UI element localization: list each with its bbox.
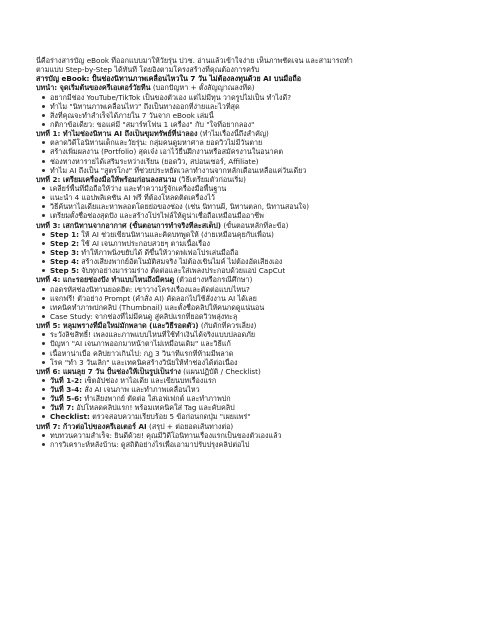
list-item-text: ทำไม AI ถึงเป็น "สูตรโกง" ที่ช่วยประหยัดเวลาทำงานจากหลักเดือนเหลือแค่วันเดียว <box>50 165 307 175</box>
chapter-heading <box>36 129 460 138</box>
chapter-heading-bold: บทนำ: จุดเริ่มต้นของครีเอเตอร์วัยทีน <box>36 83 151 93</box>
list-item <box>36 120 460 129</box>
chapter-heading-bold: บทที่ 4: แกะรอยช่องปัง ทำแบบไหนถึงมีคนดู <box>36 275 175 285</box>
chapter-heading-bold: บทที่ 2: เตรียมเครื่องมือให้พร้อมก่อนลงสนาม <box>36 174 177 184</box>
list-item <box>36 385 460 394</box>
list-item-text: ช่องทางหารายได้เสริมระหว่างเรียน (ยอดวิว, สปอนเซอร์, Affiliate) <box>50 156 259 166</box>
list-item <box>36 157 460 166</box>
list-item-label: Step 4: <box>50 257 80 267</box>
intro-paragraph-line: ตามแบบ Step-by-Step ได้ทันที โดยอิงตามโครงสร้างที่คุณต้องการครับ <box>36 65 260 75</box>
list-item <box>36 93 460 102</box>
list-item-text: เทคนิคทำภาพปกคลิป (Thumbnail) และตั้งชื่อคลิปให้คนกดดูแน่นอน <box>50 302 265 312</box>
list-item-text: การวิเคราะห์หลังบ้าน: ดูสถิติอย่างไรเพื่อเอามาปรับปรุงคลิปต่อไป <box>50 439 250 449</box>
list-item <box>36 285 460 294</box>
list-item-label: วันที่ 7: <box>50 403 75 413</box>
list-item-text: อัปโหลดคลิปแรก! พร้อมเทคนิคใส่ Tag และคับคลิป <box>74 403 235 413</box>
list-item <box>36 403 460 412</box>
list-item <box>36 312 460 321</box>
chapter-heading-note: (ตัวอย่างหรือกรณีศึกษา) <box>174 275 253 285</box>
list-item-text: สร้างเสียงพากย์อัตโนมัติสมจริง ไม่ต้องเขินไมค์ ไม่ต้องอัดเสียงเอง <box>79 257 283 267</box>
list-item <box>36 412 460 421</box>
list-item <box>36 166 460 175</box>
list-item-text: ใช้ AI เจนภาพประกอบสวยๆ ตามเนื้อเรื่อง <box>79 238 210 248</box>
list-item <box>36 211 460 220</box>
list-item-text: ระวังลิขสิทธิ์! เพลงและภาพแบบไหนที่ใช้ทำเงินได้จริงแบบปลอดภัย <box>50 330 256 340</box>
list-item <box>36 349 460 358</box>
list-item <box>36 102 460 111</box>
list-item-label: Step 3: <box>50 247 80 257</box>
list-item-text: เตรียมตั้งชื่อช่องสุดปัง และสร้างโปรไฟล์ให้ดูน่าเชื่อถือเหมือนมืออาชีพ <box>50 211 264 221</box>
list-item-text: ทบทวนความสำเร็จ: ยินดีด้วย! คุณมีวิดีโอนิทานเรื่องแรกเป็นของตัวเองแล้ว <box>50 430 282 440</box>
list-item <box>36 440 460 449</box>
list-item <box>36 239 460 248</box>
list-item <box>36 330 460 339</box>
list-item-text: ทำเสียงพากย์ ตัดต่อ ใส่เอฟเฟกต์ และทำภาพปก <box>82 394 231 404</box>
list-item-text: โรค "ทำ 3 วันเลิก" และเทคนิคสร้างวินัยให้ทำช่องได้ต่อเนื่อง <box>50 357 238 367</box>
list-item <box>36 111 460 120</box>
list-item-text: ถอดรหัสช่องนิทานยอดฮิต: เขาวางโครงเรื่องและตัดต่อแบบไหน? <box>50 284 250 294</box>
chapter-heading-note: (สรุป + ต่อยอดเส้นทางต่อ) <box>146 421 234 431</box>
list-item <box>36 394 460 403</box>
list-item <box>36 266 460 275</box>
list-item <box>36 339 460 348</box>
chapter-heading-bold: บทที่ 6: แผนลุย 7 วัน ปั้นช่องให้เป็นรูปเป็นร่าง <box>36 366 181 376</box>
list-item-text: สร้างเพิ่มผลงาน (Portfolio) สุดเจ๋ง เอาไว้ยื่นฝึกงานหรือสมัครงานในอนาคต <box>50 147 284 157</box>
chapter-heading-note: (ขั้นตอนหลักที่ละข้อ) <box>221 220 289 230</box>
chapter-heading-note: (กับดักที่ควรเลี่ยง) <box>198 321 257 331</box>
list-item-text: ตรวจสอบความเรียบร้อย 5 ข้อก่อนกดปุ่ม "เผยแพร่" <box>89 412 251 422</box>
chapter-heading-bold: บทที่ 5: หลุมพรางที่มือใหม่มักพลาด (และวิธีรอดตัว) <box>36 321 199 331</box>
list-item <box>36 257 460 266</box>
list-item <box>36 147 460 156</box>
list-item-label: Checklist: <box>50 412 90 422</box>
list-item <box>36 431 460 440</box>
list-item-label: วันที่ 3-4: <box>50 385 83 395</box>
list-item-label: Step 1: <box>50 229 80 239</box>
chapter-heading <box>36 83 460 92</box>
chapter-heading <box>36 422 460 431</box>
chapter-heading-note: (แผนปฏิบัติ / Checklist) <box>180 366 261 376</box>
list-item-text: สั่ง AI เจนภาพ และทำภาพเคลื่อนไหว <box>82 385 200 395</box>
list-item <box>36 303 460 312</box>
list-item-text: แจกฟรี! ตัวอย่าง Prompt (คำสั่ง AI) คัดลอกไปใช้สั่งงาน AI ได้เลย <box>50 293 257 303</box>
list-item-label: Step 5: <box>50 266 80 276</box>
list-item <box>36 294 460 303</box>
list-item-label: วันที่ 1-2: <box>50 375 83 385</box>
list-item-text: เคลียร์พื้นที่มือถือให้ว่าง และทำความรู้จักเครื่องมือพื้นฐาน <box>50 183 227 193</box>
list-item-text: กติกาข้อเดียว: ขอแค่มี "สมาร์ทโฟน 1 เครื่อง" กับ "ใจที่อยากลอง" <box>50 119 255 129</box>
list-item-text: จับทุกอย่างมารวมร่าง ตัดต่อและใส่เพลงประกอบด้วยแอป CapCut <box>79 266 286 276</box>
list-item-text: สิ่งที่คุณจะทำสำเร็จได้ภายใน 7 วันจาก eBook เล่มนี้ <box>50 110 214 120</box>
list-item-text: ปัญหา "AI เจนภาพออกมาหน้าตาไม่เหมือนเดิม" และวิธีแก้ <box>50 339 231 349</box>
list-item-label: Step 2: <box>50 238 80 248</box>
chapter-heading-bold: บทที่ 1: ทำไมช่องนิทาน AI ถึงเป็นขุมทรัพย์ที่น่าลอง <box>36 129 198 139</box>
list-item <box>36 184 460 193</box>
list-item <box>36 138 460 147</box>
chapter-heading-bold: บทที่ 3: เสกนิทานจากอากาศ (ขั้นตอนการทำจริงทีละสเต็ป) <box>36 220 222 230</box>
list-item-text: ทำให้ภาพนิ่งขยับได้ ดีขึ้นให้วาดฟเฟอโปรเล่นมือถือ <box>79 247 239 257</box>
chapter-heading <box>36 175 460 184</box>
chapter-heading-note: (บอกปัญหา + ตั้งสัญญาณลงทีด) <box>150 83 255 93</box>
list-item <box>36 230 460 239</box>
chapter-heading-bold: บทที่ 7: ก้าวต่อไปของครีเอเตอร์ AI <box>36 421 147 431</box>
document-title: สารบัญ eBook: ปั้นช่องนิทานภาพเคลื่อนไหวใน 7 วัน ไม่ต้องลงทุนด้วย AI บนมือถือ <box>36 74 302 84</box>
list-item-text: อยากมีช่อง YouTube/TikTok เป็นของตัวเอง แต่ไม่มีทุน วาดรูปไม่เป็น ทำไงดี? <box>50 92 292 102</box>
list-item-text: ตลาดวิดีโอนิทานเด็กและวัยรุ่น: กลุ่มคนดูมหาศาล ยอดวิวไม่มีวันตาย <box>50 138 263 148</box>
chapter-heading <box>36 221 460 230</box>
chapter-heading <box>36 367 460 376</box>
intro-paragraph-line: นี่คือร่างสารบัญ eBook ที่ออกแบบมาให้วัยรุ่น ปวช. อ่านแล้วเข้าใจง่าย เห็นภาพชัดเจน และสามารถทำ <box>36 56 353 65</box>
list-item-label: วันที่ 5-6: <box>50 394 83 404</box>
chapter-heading-note: (ทำไมเรื่องนี้ถึงสำคัญ) <box>197 129 269 139</box>
list-item <box>36 248 460 257</box>
chapter-heading-note: (วิธีเตรียมตัวก่อนเริ่ม) <box>176 174 246 184</box>
list-item-text: วิธีค้นหาไอเดียและหาพลอตโดยย่อของช่อง (เช่น นิทานผี, นิทานตลก, นิทานสอนใจ) <box>50 202 310 212</box>
list-item <box>36 202 460 211</box>
list-item <box>36 376 460 385</box>
list-item-text: เนื้อหาน่าเบื่อ คลิปยาวเกินไป: กฎ 3 วินาทีแรกที่ห้ามมีพลาด <box>50 348 234 358</box>
list-item-text: Case Study: จากช่องที่ไม่มีคนดู สู่คลิปแรกที่ยอดวิวพลุ่งทะลุ <box>50 311 238 321</box>
list-item <box>36 193 460 202</box>
chapter-heading <box>36 275 460 284</box>
list-item-text: เซ็ตอัปช่อง หาไอเดีย และเขียนบทเรื่องแรก <box>82 375 217 385</box>
list-item-text: แนะนำ 4 แอปพลิเคชัน AI ฟรี ที่ต้องโหลดติดเครื่องไว้ <box>50 193 215 203</box>
list-item-text: ทำไม "นิทานภาพเคลื่อนไหว" ถึงเป็นทางออกที่ง่ายและไวที่สุด <box>50 101 240 111</box>
list-item-text: ให้ AI ช่วยเขียนนิทานและคิดบทพูดให้ (ง่ายเหมือนคุยกับเพื่อน) <box>79 229 274 239</box>
list-item <box>36 358 460 367</box>
chapter-heading <box>36 321 460 330</box>
